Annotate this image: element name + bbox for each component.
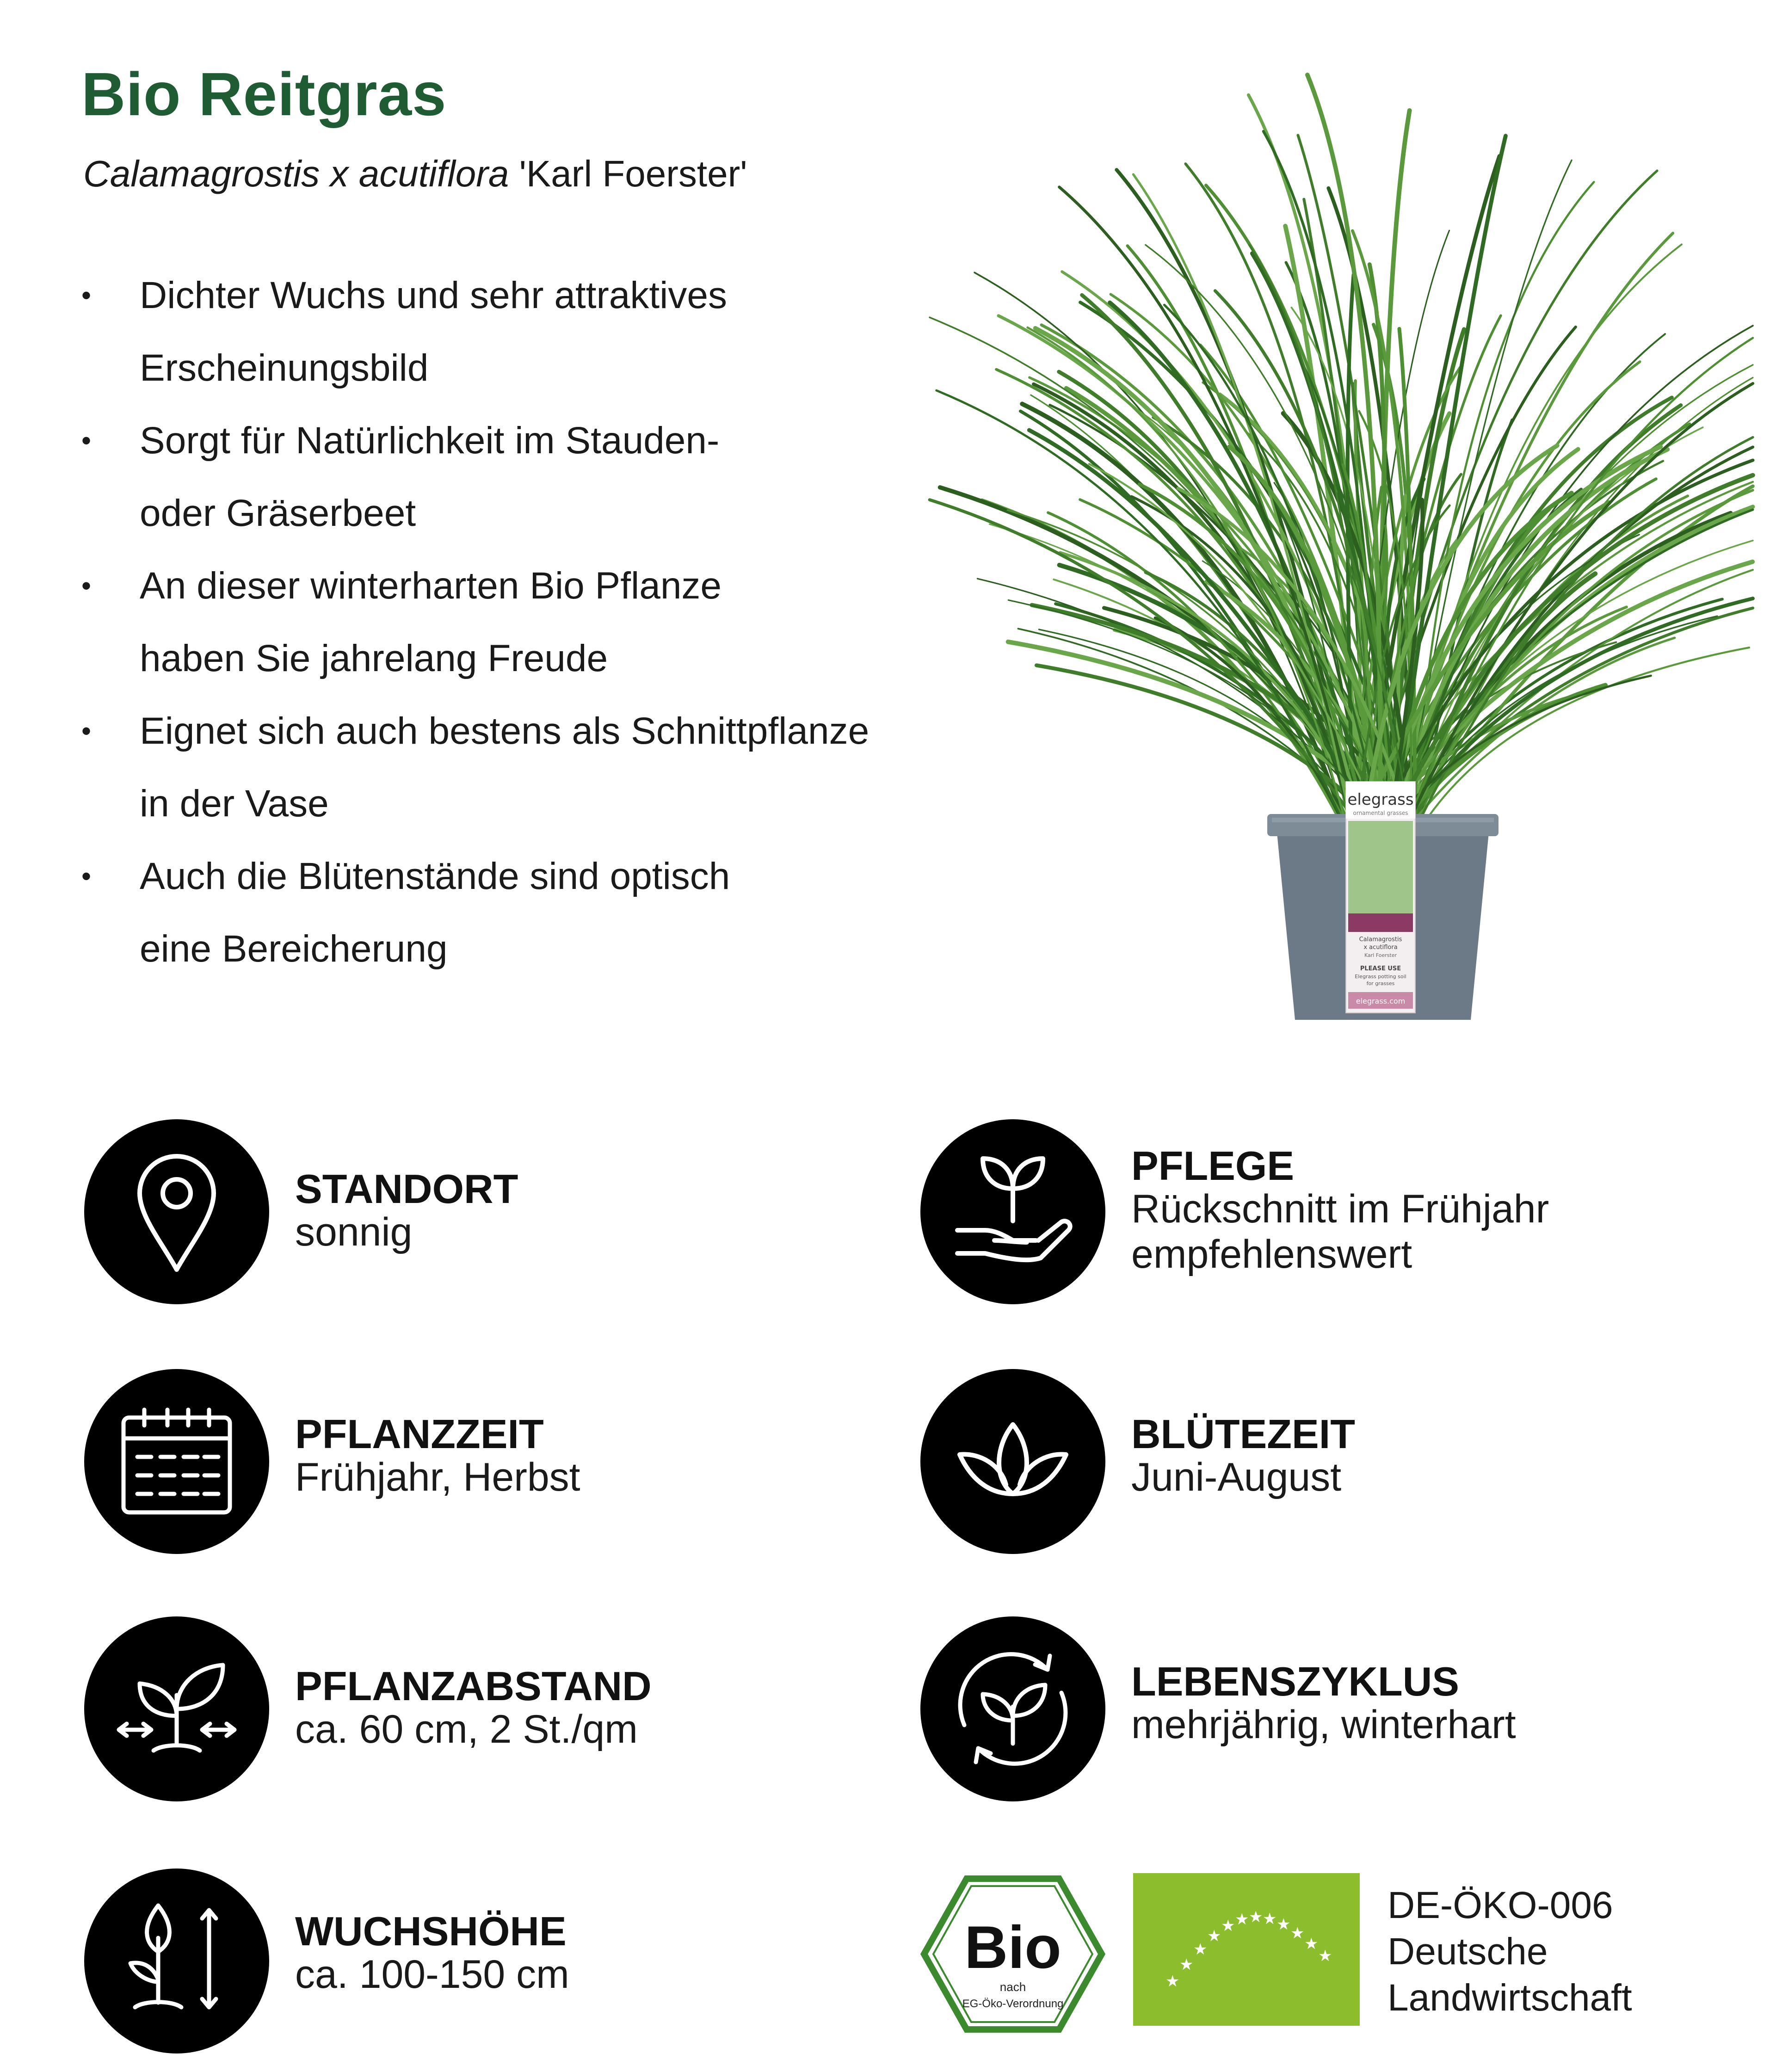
bullet-icon: •: [81, 280, 92, 311]
feature-line: Auch die Blütenstände sind optisch: [140, 855, 730, 897]
info-pflege: [920, 1119, 1660, 1304]
page-title: Bio Reitgras: [81, 60, 447, 128]
info-value: sonnig: [295, 1210, 413, 1254]
info-label: WUCHSHÖHE: [295, 1908, 567, 1954]
eu-star: ★: [1179, 1955, 1194, 1974]
svg-text:nach: nach: [999, 1980, 1026, 1994]
list-item: [81, 549, 960, 695]
eu-star: ★: [1235, 1910, 1249, 1929]
feature-line: Dichter Wuchs und sehr attraktives: [140, 274, 727, 316]
svg-text:elegrass.com: elegrass.com: [1356, 997, 1406, 1005]
eu-star: ★: [1221, 1917, 1235, 1935]
list-item: [81, 259, 960, 404]
calendar-icon: [84, 1369, 269, 1554]
info-value: Rückschnitt im Frühjahr: [1131, 1187, 1549, 1231]
svg-text:for grasses: for grasses: [1366, 980, 1395, 987]
info-value: ca. 100-150 cm: [295, 1952, 569, 1997]
svg-text:Karl Foerster: Karl Foerster: [1364, 952, 1397, 958]
feature-list: [81, 259, 960, 985]
info-value: Juni-August: [1131, 1455, 1342, 1499]
info-label: PFLANZABSTAND: [295, 1663, 652, 1709]
info-bluetezeit: [920, 1369, 1660, 1554]
svg-text:EG-Öko-Verordnung: EG-Öko-Verordnung: [962, 1998, 1064, 2010]
feature-line: oder Gräserbeet: [140, 492, 416, 534]
info-value: ca. 60 cm, 2 St./qm: [295, 1707, 638, 1751]
latin-name: Calamagrostis x acutiflora: [83, 153, 509, 194]
plant-in-hand-icon: [920, 1119, 1105, 1304]
lotus-flower-icon: [920, 1369, 1105, 1554]
eu-star: ★: [1263, 1910, 1277, 1928]
feature-line: in der Vase: [140, 783, 329, 825]
info-value: mehrjährig, winterhart: [1131, 1702, 1516, 1747]
eu-star: ★: [1207, 1927, 1221, 1945]
info-lebenszyklus: [920, 1616, 1660, 1801]
certification-text: [1388, 1882, 1632, 2021]
feature-line: haben Sie jahrelang Freude: [140, 637, 608, 679]
svg-text:PLEASE USE: PLEASE USE: [1360, 965, 1401, 972]
location-pin-icon: [84, 1119, 269, 1304]
info-pflanzzeit: [84, 1369, 824, 1554]
list-item: [81, 840, 960, 985]
bullet-icon: •: [81, 570, 92, 601]
info-value: Frühjahr, Herbst: [295, 1455, 580, 1499]
sprout-spacing-icon: [84, 1616, 269, 1801]
plant-tag: [1346, 782, 1415, 1013]
feature-line: Eignet sich auch bestens als Schnittpflanze: [140, 710, 870, 752]
feature-line: eine Bereicherung: [140, 928, 448, 970]
eu-star: ★: [1304, 1935, 1319, 1953]
info-label: PFLEGE: [1131, 1143, 1295, 1189]
info-value: empfehlenswert: [1131, 1232, 1412, 1276]
sprout-cycle-icon: [920, 1616, 1105, 1801]
list-item: [81, 404, 960, 549]
info-wuchshoehe: [84, 1868, 824, 2054]
eu-star: ★: [1193, 1940, 1208, 1959]
eu-star: ★: [1249, 1908, 1263, 1926]
list-item: [81, 695, 960, 840]
svg-text:Calamagrostis: Calamagrostis: [1359, 936, 1402, 943]
eu-organic-logo: [1133, 1873, 1360, 2026]
svg-text:Bio: Bio: [964, 1913, 1061, 1981]
bio-seal-logo: [920, 1873, 1105, 2035]
certification-line: Landwirtschaft: [1388, 1977, 1632, 2019]
bullet-icon: •: [81, 861, 92, 892]
feature-line: An dieser winterharten Bio Pflanze: [140, 565, 722, 607]
bullet-icon: •: [81, 715, 92, 746]
eu-star: ★: [1276, 1915, 1291, 1934]
svg-text:x acutiflora: x acutiflora: [1363, 944, 1398, 951]
svg-text:elegrass: elegrass: [1347, 790, 1414, 809]
eu-star: ★: [1318, 1947, 1332, 1965]
info-label: BLÜTEZEIT: [1131, 1411, 1355, 1457]
grass-blades: [930, 75, 1753, 832]
svg-text:Elegrass potting soil: Elegrass potting soil: [1355, 974, 1406, 980]
tree-height-icon: [84, 1868, 269, 2054]
botanical-name: [83, 153, 747, 195]
feature-line: Erscheinungsbild: [140, 347, 429, 389]
eu-star: ★: [1166, 1972, 1180, 1991]
plant-image: [920, 46, 1762, 1036]
info-label: LEBENSZYKLUS: [1131, 1659, 1459, 1704]
cultivar-name: 'Karl Foerster': [509, 153, 747, 194]
certification-line: Deutsche: [1388, 1930, 1548, 1973]
info-label: PFLANZZEIT: [295, 1411, 544, 1457]
info-pflanzabstand: [84, 1616, 824, 1801]
bullet-icon: •: [81, 425, 92, 456]
svg-text:ornamental grasses: ornamental grasses: [1353, 810, 1408, 816]
eu-star: ★: [1290, 1924, 1305, 1942]
info-standort: [84, 1119, 824, 1304]
feature-line: Sorgt für Natürlichkeit im Stauden-: [140, 419, 720, 462]
certification-code: DE-ÖKO-006: [1388, 1884, 1613, 1926]
info-label: STANDORT: [295, 1166, 518, 1212]
